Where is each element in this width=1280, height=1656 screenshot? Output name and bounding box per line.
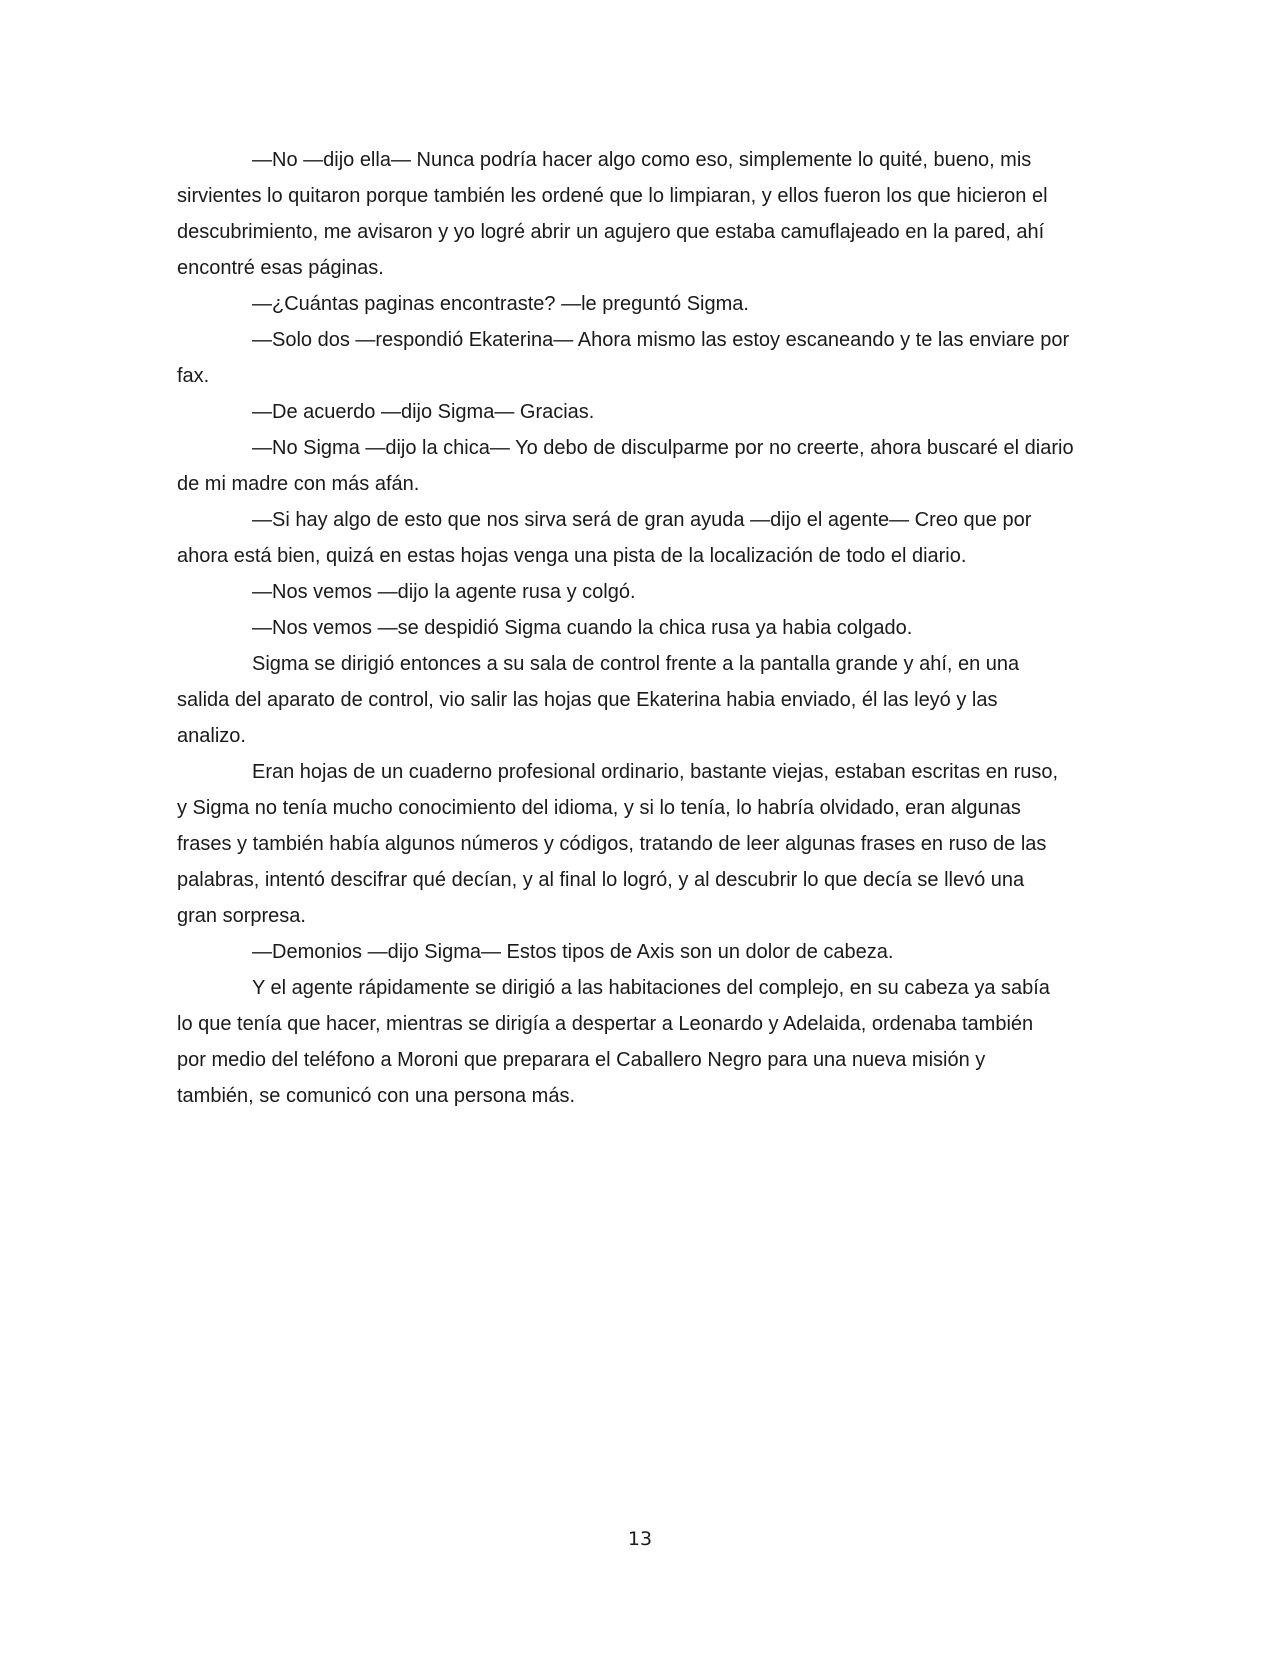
paragraph: Eran hojas de un cuaderno profesional ordinario, bastante viejas, estaban escritas en ruso, y Sigma no tenía mucho conocimiento del idioma, y si lo tenía, lo habría olvidado, eran algunas frases y también había algunos números y códigos, tratando de leer algunas frases en ruso de las palabras, intentó descifrar qué decían, y al final lo logró, y al descubrir lo que decía se llevó una gran sorpresa. — [177, 761, 1059, 927]
paragraph: —No —dijo ella— Nunca podría hacer algo como eso, simplemente lo quité, bueno, mis sirvientes lo quitaron porque también les ordené que lo limpiaran, y ellos fueron los que hicieron el descubrimiento, me avisaron y yo logré abrir un agujero que estaba camuflajeado en la pared, ahí encontré esas páginas. — [177, 149, 1048, 279]
page-number: 13 — [627, 1528, 653, 1550]
paragraph: —Solo dos —respondió Ekaterina— Ahora mismo las estoy escaneando y te las enviare por fax. — [177, 329, 1070, 387]
paragraph: —De acuerdo —dijo Sigma— Gracias. — [252, 401, 595, 423]
paragraph: —Si hay algo de esto que nos sirva será de gran ayuda —dijo el agente— Creo que por ahora está bien, quizá en estas hojas venga una pista de la localización de todo el diario. — [177, 509, 1032, 567]
paragraph: —Nos vemos —dijo la agente rusa y colgó. — [252, 581, 636, 603]
paragraph: —No Sigma —dijo la chica— Yo debo de disculparme por no creerte, ahora buscaré el diario de mi madre con más afán. — [177, 437, 1074, 495]
body-text — [177, 142, 1097, 1114]
paragraph: —Demonios —dijo Sigma— Estos tipos de Axis son un dolor de cabeza. — [252, 941, 894, 963]
paragraph: Y el agente rápidamente se dirigió a las habitaciones del complejo, en su cabeza ya sabía lo que tenía que hacer, mientras se dirigía a despertar a Leonardo y Adelaida, ordenaba también por medio del teléfono a Moroni que preparara el Caballero Negro para una nueva misión y también, se comunicó con una persona más. — [177, 977, 1050, 1107]
paragraph: —Nos vemos —se despidió Sigma cuando la chica rusa ya habia colgado. — [252, 617, 913, 639]
paragraph: Sigma se dirigió entonces a su sala de control frente a la pantalla grande y ahí, en una salida del aparato de control, vio salir las hojas que Ekaterina habia enviado, él las leyó y las analizo. — [177, 653, 1020, 747]
paragraph: —¿Cuántas paginas encontraste? —le preguntó Sigma. — [252, 293, 749, 315]
